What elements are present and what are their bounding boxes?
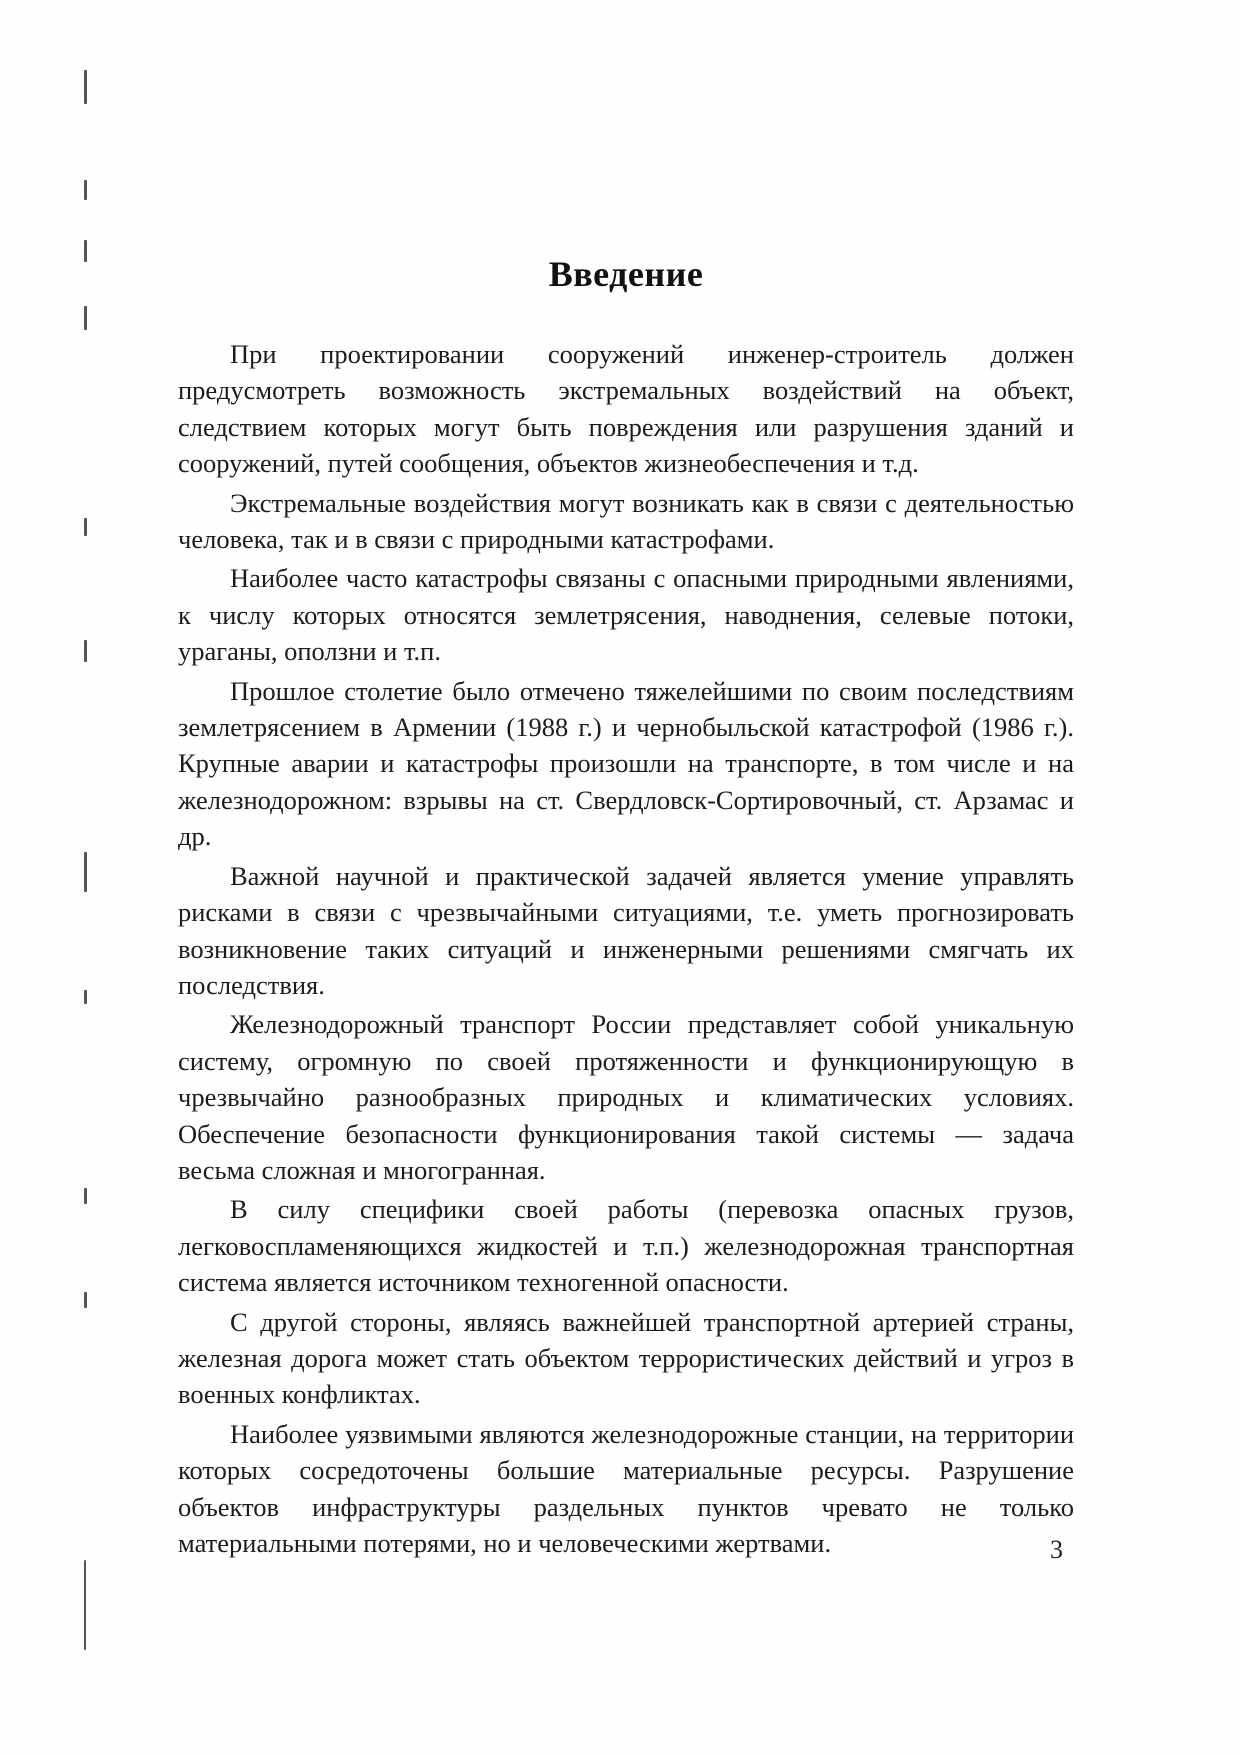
- paragraph: Наиболее уязвимыми являются железнодорожные станции, на территории которых сосредоточены большие материальные ресурсы. Разрушение объектов инфраструктуры раздельных пунктов чревато не только материальными потерями, но и человеческими жертвами.: [178, 1418, 1074, 1558]
- scan-mark: [84, 1560, 86, 1650]
- paragraph: Прошлое столетие было отмечено тяжелейшими по своим последствиям землетрясением в Армении (1988 г.) и чернобыльской катастрофой (1986 г.). Крупные аварии и катастрофы произошли на транспорте, в том числе и на железнодорожном: взрывы на ст. Свердловск-Сортировочный, ст. Арзамас и др.: [178, 675, 1074, 852]
- main-text: [178, 252, 1074, 1561]
- scan-mark: [84, 518, 87, 536]
- paragraph: С другой стороны, являясь важнейшей транспортной артерией страны, железная дорога может стать объектом террористических действий и угроз в военных конфликтах.: [178, 1306, 1074, 1410]
- paragraph: Железнодорожный транспорт России представляет собой уникальную систему, огромную по своей протяженности и функционирующую в чрезвычайно разнообразных природных и климатических условиях. Обеспечение безопасности функционирования такой системы — задача весьма сложная и многогранная.: [178, 1009, 1074, 1185]
- paragraph: Экстремальные воздействия могут возникать как в связи с деятельностью человека, так и в связи с природными катастрофами.: [178, 487, 1074, 555]
- binding-edge-marks: [80, 60, 92, 1680]
- scan-mark: [84, 852, 87, 892]
- paragraph: Важной научной и практической задачей является умение управлять рисками в связи с чрезвычайными ситуациями, т.е. уметь прогнозировать возникновение таких ситуаций и инженерными решениями смягчать их последствия.: [178, 860, 1074, 1000]
- paragraph: При проектировании сооружений инженер-строитель должен предусмотреть возможность экстремальных воздействий на объект, следствием которых могут быть повреждения или разрушения зданий и сооружений, путей сообщения, объектов жизнеобеспечения и т.д.: [178, 339, 1074, 479]
- scan-mark: [84, 70, 87, 104]
- scan-mark: [84, 306, 87, 330]
- scan-mark: [84, 990, 87, 1004]
- paragraph: Наиболее часто катастрофы связаны с опасными природными явлениями, к числу которых относятся землетрясения, наводнения, селевые потоки, ураганы, оползни и т.п.: [178, 563, 1074, 667]
- page-number: 3: [1050, 1535, 1063, 1564]
- paragraph: В силу специфики своей работы (перевозка опасных грузов, легковоспламеняющихся жидкостей и т.п.) железнодорожная транспортная система является источником техногенной опасности.: [178, 1194, 1074, 1298]
- scan-mark: [84, 180, 87, 200]
- scan-mark: [84, 1188, 87, 1204]
- scan-mark: [84, 640, 87, 662]
- scan-mark: [84, 1292, 87, 1308]
- page-title: Введение: [548, 254, 704, 294]
- scan-mark: [84, 240, 87, 262]
